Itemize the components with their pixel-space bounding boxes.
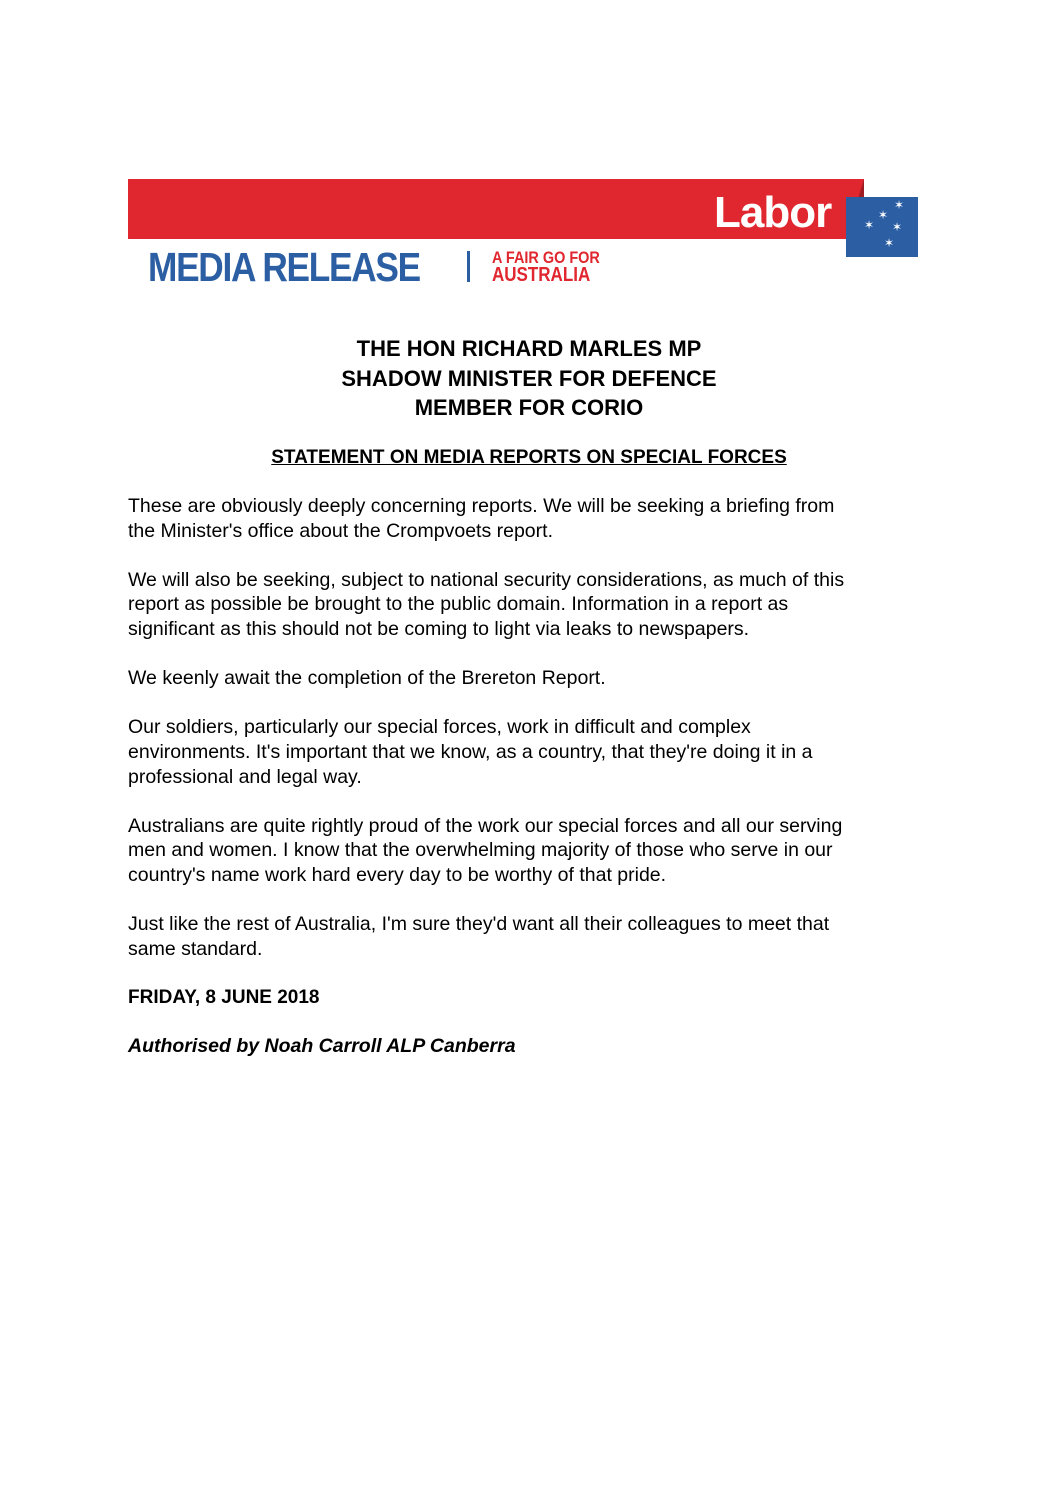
media-release-title: MEDIA RELEASE xyxy=(148,244,420,290)
svg-text:✶: ✶ xyxy=(894,198,905,212)
paragraph: Our soldiers, particularly our special forces, work in difficult and complex environments. It's important that we know, as a country, that they're doing it in a professional and legal way. xyxy=(128,716,813,788)
labor-logo-text: Labor xyxy=(714,188,832,237)
paragraph: We keenly await the completion of the Brereton Report. xyxy=(128,667,606,690)
svg-text:✶: ✶ xyxy=(892,220,903,234)
banner-divider xyxy=(467,251,470,282)
svg-text:✶: ✶ xyxy=(878,208,889,222)
slogan-line-2: AUSTRALIA xyxy=(492,264,591,286)
paragraph: We will also be seeking, subject to national security considerations, as much of this report as possible be brought to the public domain. Information in a report as significant as this should not be coming to light via leaks to newspapers. xyxy=(128,568,845,640)
statement-body xyxy=(128,494,928,986)
svg-text:✶: ✶ xyxy=(884,236,895,250)
paragraph: Australians are quite rightly proud of the work our special forces and all our serving men and women. I know that the overwhelming majority of those who serve in our country's name work hard every day to be worthy of that pride. xyxy=(128,814,843,886)
paragraph: These are obviously deeply concerning reports. We will be seeking a briefing from the Minister's office about the Crompvoets report. xyxy=(128,495,835,542)
slogan-line-1: A FAIR GO FOR xyxy=(492,248,600,267)
statement-title-text: STATEMENT ON MEDIA REPORTS ON SPECIAL FORCES xyxy=(271,447,787,468)
minister-heading xyxy=(0,334,1058,423)
slogan xyxy=(492,250,600,284)
paragraph: Just like the rest of Australia, I'm sure they'd want all their colleagues to meet that same standard. xyxy=(128,913,830,960)
statement-title xyxy=(0,445,1058,471)
minister-role: SHADOW MINISTER FOR DEFENCE xyxy=(341,365,717,391)
minister-name: THE HON RICHARD MARLES MP xyxy=(356,336,702,361)
svg-text:✶: ✶ xyxy=(864,218,875,232)
minister-seat: MEMBER FOR CORIO xyxy=(414,395,644,420)
media-release-banner xyxy=(128,179,918,289)
release-date: FRIDAY, 8 JUNE 2018 xyxy=(128,987,320,1008)
labor-blue-square xyxy=(846,197,918,257)
authorisation-line: Authorised by Noah Carroll ALP Canberra xyxy=(128,1035,516,1057)
